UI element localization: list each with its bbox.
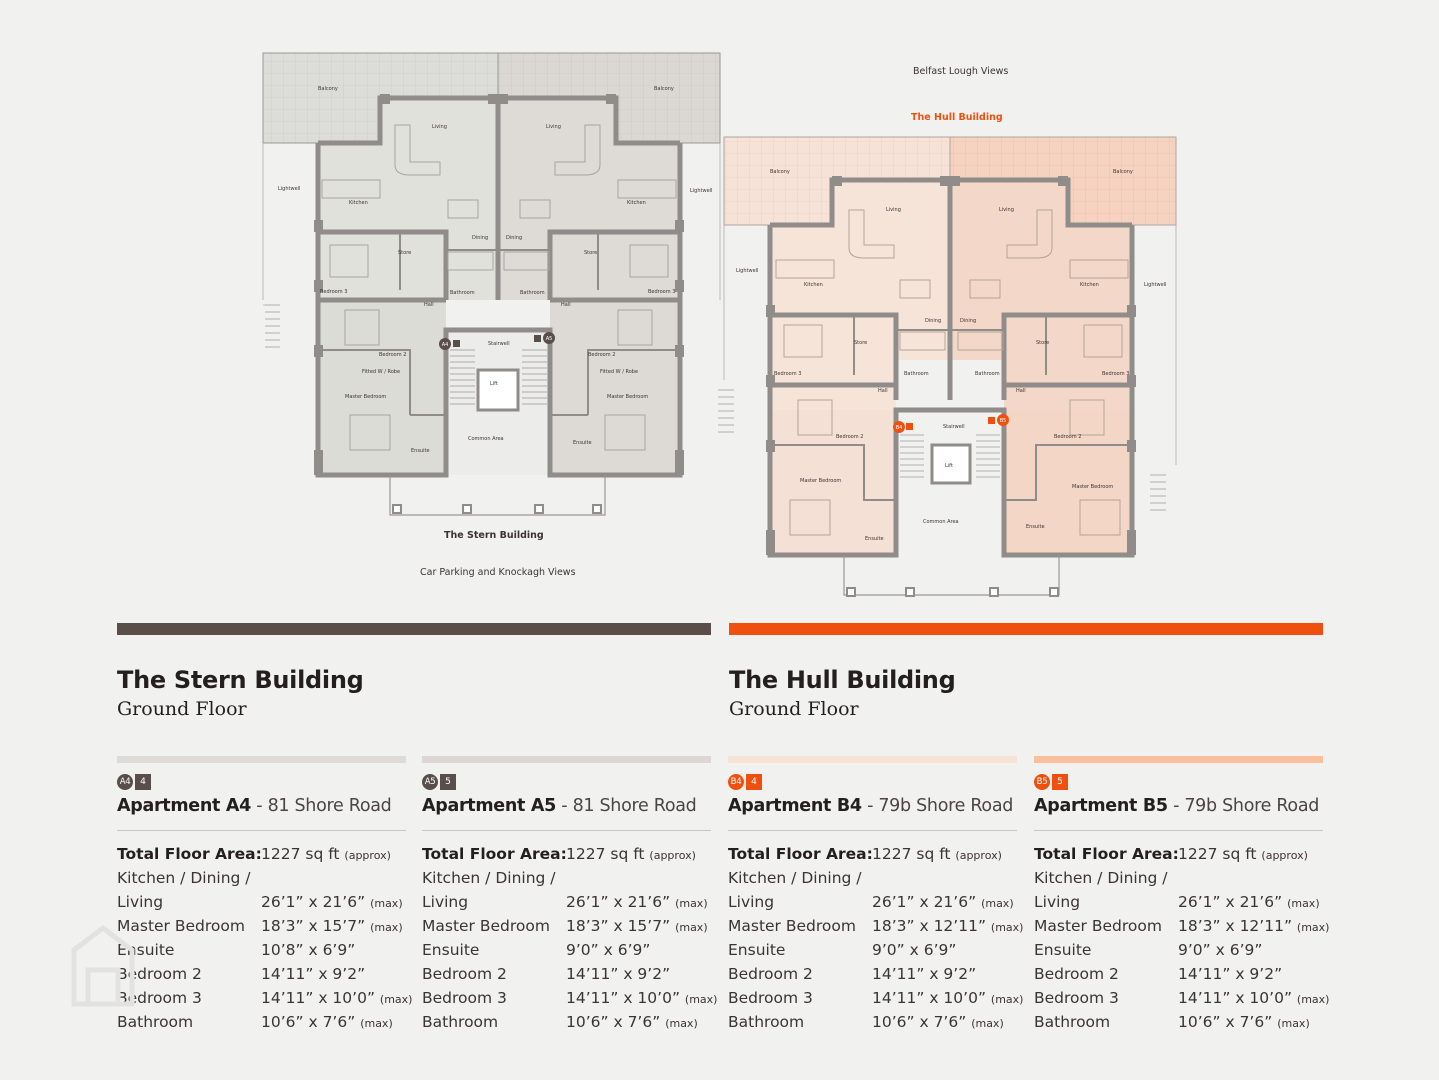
plan-label: Dining <box>925 318 942 324</box>
apartment-specs <box>117 845 413 1037</box>
plan-label: Bedroom 2 <box>1054 434 1082 440</box>
car-parking-caption: Car Parking and Knockagh Views <box>420 567 576 578</box>
plan-label: Bathroom <box>450 290 475 296</box>
spec-row-total: Total Floor Area: 1227 sq ft (approx) <box>422 845 696 863</box>
plan-label: Store <box>584 250 598 256</box>
plan-label: Ensuite <box>411 448 430 454</box>
plan-label: Bedroom 3 <box>774 371 802 377</box>
divider <box>728 830 1017 831</box>
spec-row-ensuite: Ensuite 10’8” x 6’9” <box>117 941 356 959</box>
spec-row-ensuite: Ensuite 9’0” x 6’9” <box>728 941 957 959</box>
apartment-card-b5 <box>1034 756 1330 1046</box>
plan-label: Lightwell <box>736 268 759 274</box>
plan-label: Master Bedroom <box>345 394 387 400</box>
plan-label: Master Bedroom <box>1072 484 1114 490</box>
plan-label: Lightwell <box>1144 282 1167 288</box>
plan-label: Balcony <box>654 86 674 92</box>
spec-row-master: Master Bedroom 18’3” x 15’7” (max) <box>422 917 708 935</box>
plan-label: Master Bedroom <box>607 394 649 400</box>
plan-label: Hall <box>424 302 434 308</box>
plan-label: Hall <box>1016 388 1026 394</box>
plan-label: Lift <box>945 463 953 469</box>
plan-label: Ensuite <box>1026 524 1045 530</box>
plan-label: Store <box>1036 340 1050 346</box>
apartment-card-b4 <box>728 756 1024 1046</box>
plan-label: Hall <box>878 388 888 394</box>
apartment-specs <box>1034 845 1330 1037</box>
plan-label: Stairwell <box>488 341 510 347</box>
plan-label: Lightwell <box>690 188 713 194</box>
apartment-code-badge: B4 <box>728 774 744 790</box>
apartment-name: Apartment A5 - 81 Shore Road <box>422 796 697 816</box>
plan-label: Bedroom 3 <box>1102 371 1130 377</box>
hull-building-title: The Hull Building <box>729 666 956 694</box>
apartment-floor-badge: 4 <box>746 774 762 790</box>
plan-label: Living <box>999 207 1014 213</box>
spec-row-total: Total Floor Area: 1227 sq ft (approx) <box>117 845 391 863</box>
plan-label: Kitchen <box>627 200 646 206</box>
spec-row-bathroom: Bathroom 10’6” x 7’6” (max) <box>117 1013 393 1031</box>
hull-floor-plan <box>714 130 1184 605</box>
spec-row-total: Total Floor Area: 1227 sq ft (approx) <box>1034 845 1308 863</box>
apartment-card-a4 <box>117 756 413 1046</box>
spec-row-master: Master Bedroom 18’3” x 12’11” (max) <box>1034 917 1330 935</box>
plan-label: Ensuite <box>865 536 884 542</box>
stern-building-title: The Stern Building <box>117 666 364 694</box>
plan-label: Bedroom 2 <box>588 352 616 358</box>
divider <box>1034 830 1323 831</box>
apartment-code-badge: B5 <box>1034 774 1050 790</box>
stern-building-caption: The Stern Building <box>444 530 544 541</box>
apartment-color-bar <box>117 756 406 763</box>
spec-row-ensuite: Ensuite 9’0” x 6’9” <box>422 941 651 959</box>
divider <box>422 830 711 831</box>
hull-building-caption: The Hull Building <box>911 112 1003 123</box>
plan-label: Fitted W / Robe <box>600 369 639 375</box>
apartment-floor-badge: 4 <box>135 774 151 790</box>
spec-row-bedroom2: Bedroom 2 14’11” x 9’2” <box>728 965 977 983</box>
spec-row-ensuite: Ensuite 9’0” x 6’9” <box>1034 941 1263 959</box>
plan-label: Store <box>398 250 412 256</box>
spec-row-kitchen: Kitchen / Dining / Living 26’1” x 21’6” (max) <box>117 869 403 911</box>
spec-row-bedroom3: Bedroom 3 14’11” x 10’0” (max) <box>728 989 1024 1007</box>
plan-label: Hall <box>561 302 571 308</box>
plan-label: Living <box>432 124 447 130</box>
plan-label: Dining <box>960 318 977 324</box>
hull-building-floor: Ground Floor <box>729 698 859 720</box>
plan-label: Balcony <box>770 169 790 175</box>
spec-row-kitchen: Kitchen / Dining / Living 26’1” x 21’6” (max) <box>728 869 1014 911</box>
spec-row-bedroom2: Bedroom 2 14’11” x 9’2” <box>422 965 671 983</box>
spec-row-bedroom2: Bedroom 2 14’11” x 9’2” <box>1034 965 1283 983</box>
spec-row-kitchen: Kitchen / Dining / Living 26’1” x 21’6” (max) <box>1034 869 1320 911</box>
spec-row-bathroom: Bathroom 10’6” x 7’6” (max) <box>728 1013 1004 1031</box>
plan-label: Dining <box>506 235 523 241</box>
stern-building-floor: Ground Floor <box>117 698 247 720</box>
spec-row-master: Master Bedroom 18’3” x 12’11” (max) <box>728 917 1024 935</box>
apartment-color-bar <box>1034 756 1323 763</box>
spec-row-bathroom: Bathroom 10’6” x 7’6” (max) <box>1034 1013 1310 1031</box>
plan-label: Common Area <box>923 519 959 525</box>
apartment-color-bar <box>728 756 1017 763</box>
apartment-name: Apartment B4 - 79b Shore Road <box>728 796 1014 816</box>
plan-label: Lightwell <box>278 186 301 192</box>
plan-label: Dining <box>472 235 489 241</box>
spec-row-bedroom3: Bedroom 3 14’11” x 10’0” (max) <box>422 989 718 1007</box>
stern-floor-plan <box>260 50 725 525</box>
apartment-badges <box>422 774 456 790</box>
plan-label: Kitchen <box>349 200 368 206</box>
spec-row-master: Master Bedroom 18’3” x 15’7” (max) <box>117 917 403 935</box>
plan-label: Bathroom <box>904 371 929 377</box>
spec-row-bedroom3: Bedroom 3 14’11” x 10’0” (max) <box>1034 989 1330 1007</box>
svg-text:A4: A4 <box>441 342 449 348</box>
house-logo-icon <box>68 920 138 1010</box>
plan-label: Bathroom <box>975 371 1000 377</box>
belfast-lough-views-caption: Belfast Lough Views <box>913 66 1009 77</box>
apartment-badges <box>728 774 762 790</box>
spec-row-total: Total Floor Area: 1227 sq ft (approx) <box>728 845 1002 863</box>
plan-label: Kitchen <box>1080 282 1099 288</box>
apartment-code-badge: A5 <box>422 774 438 790</box>
plan-label: Store <box>854 340 868 346</box>
plan-label: Master Bedroom <box>800 478 842 484</box>
svg-text:A5: A5 <box>545 336 553 342</box>
svg-text:B4: B4 <box>895 425 903 431</box>
hull-building-bar <box>729 623 1323 635</box>
plan-label: Common Area <box>468 436 504 442</box>
apartment-name: Apartment B5 - 79b Shore Road <box>1034 796 1320 816</box>
apartment-specs <box>422 845 718 1037</box>
plan-label: Fitted W / Robe <box>362 369 401 375</box>
apartment-badges <box>117 774 151 790</box>
apartment-specs <box>728 845 1024 1037</box>
spec-row-kitchen: Kitchen / Dining / Living 26’1” x 21’6” (max) <box>422 869 708 911</box>
spec-row-bedroom2: Bedroom 2 14’11” x 9’2” <box>117 965 366 983</box>
plan-label: Balcony <box>318 86 338 92</box>
plan-label: Ensuite <box>573 440 592 446</box>
plan-label: Bathroom <box>520 290 545 296</box>
plan-label: Living <box>886 207 901 213</box>
plan-label: Kitchen <box>804 282 823 288</box>
plan-label: Lift <box>490 381 498 387</box>
apartment-card-a5 <box>422 756 718 1046</box>
plan-label: Bedroom 3 <box>320 289 348 295</box>
plan-label: Bedroom 2 <box>836 434 864 440</box>
apartment-name: Apartment A4 - 81 Shore Road <box>117 796 392 816</box>
apartment-badges <box>1034 774 1068 790</box>
apartment-color-bar <box>422 756 711 763</box>
plan-label: Living <box>546 124 561 130</box>
spec-row-bathroom: Bathroom 10’6” x 7’6” (max) <box>422 1013 698 1031</box>
svg-text:B5: B5 <box>999 418 1007 424</box>
apartment-floor-badge: 5 <box>440 774 456 790</box>
apartment-code-badge: A4 <box>117 774 133 790</box>
plan-label: Bedroom 3 <box>648 289 676 295</box>
spec-row-bedroom3: Bedroom 3 14’11” x 10’0” (max) <box>117 989 413 1007</box>
divider <box>117 830 406 831</box>
stern-building-bar <box>117 623 711 635</box>
plan-label: Stairwell <box>943 424 965 430</box>
apartment-floor-badge: 5 <box>1052 774 1068 790</box>
plan-label: Balcony <box>1113 169 1133 175</box>
plan-label: Bedroom 2 <box>379 352 407 358</box>
